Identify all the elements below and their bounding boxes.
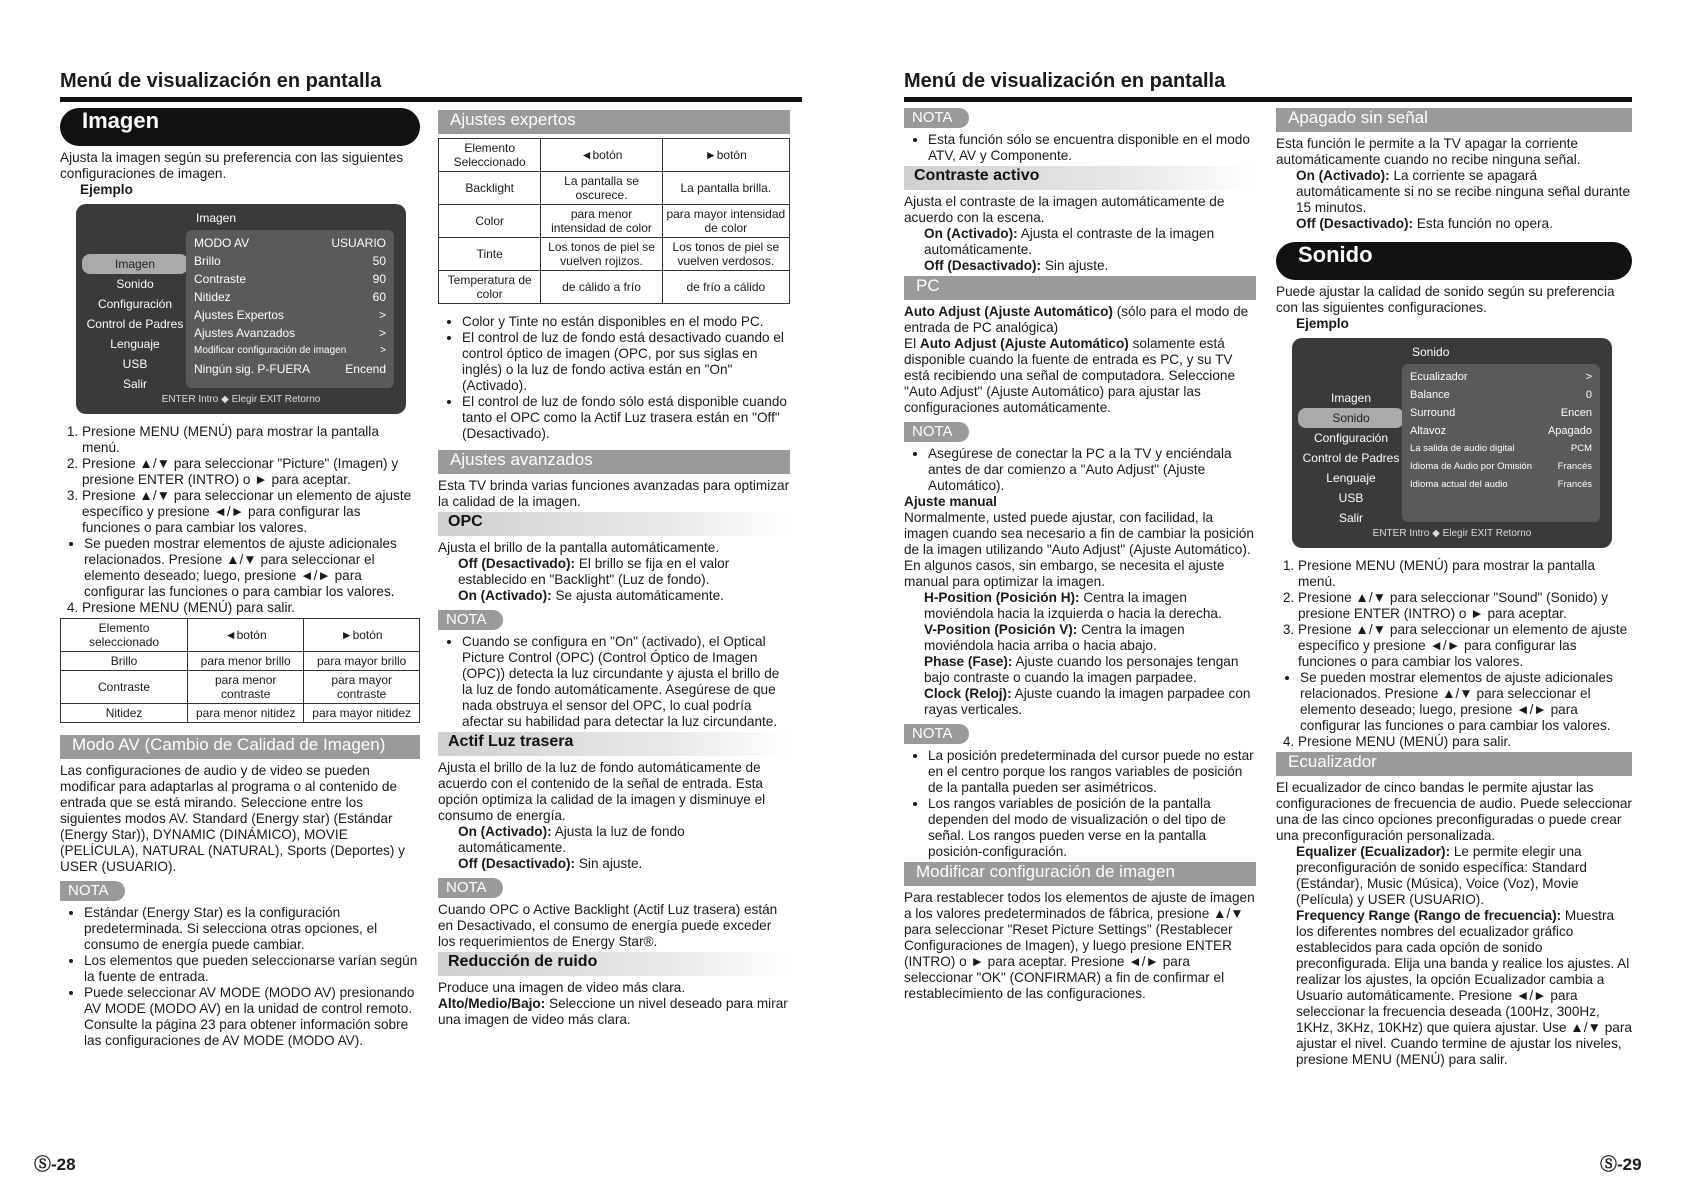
modificar-text: Para restablecer todos los elementos de ajuste de imagen a los valores predeterminados de fábrica, presione ▲/▼ para seleccionar "Reset Picture Settings" (Restablecer Configuraciones de Imagen), y luego presione ENTER (INTRO) o ► para aceptar. Presione ◄/► para seleccionar "OK" (CONFIRMAR) a fin de confirmar el restablecimiento de las configuraciones. [904,890,1255,1001]
page-number-left: Ⓢ-28 [34,1155,76,1174]
row-value: > [380,345,386,356]
list-item: • Estándar (Energy Star) es la configuración predeterminada. Si selecciona otras opciones, el consumo de energía puede cambiar. [84,905,420,953]
table-cell: Nitidez [61,704,188,723]
column-ajustes [438,108,790,1028]
table-cell: Elemento Seleccionado [439,139,541,172]
row-value: PCM [1570,443,1592,454]
screen-row [1410,404,1592,422]
row-label: Idioma de Audio por Omisión [1410,461,1532,472]
row-label: Brillo [194,254,221,268]
row-value: > [378,308,386,322]
opc-on-label: On (Activado): [458,588,552,603]
side-item: Lenguaje [1326,471,1376,485]
side-item: Salir [122,377,147,391]
actif-note: Cuando OPC o Active Backlight (Actif Luz trasera) están en Desactivado, el consumo de energía puede exceder los requerimientos de Energy Star®. [438,902,778,949]
list-item: • Puede seleccionar AV MODE (MODO AV) presionando AV MODE (MODO AV) en la unidad de control remoto. Consulte la página 23 para obtener información sobre las configuraciones de AV MODE (MODO AV). [84,985,420,1049]
side-item: Control de Padres [1302,451,1400,465]
section-ajustes-avanzados-title: Ajustes avanzados [438,450,790,474]
side-item: Sonido [1298,408,1404,428]
table-row [439,172,790,205]
row-label: Modificar configuración de imagen [194,345,347,356]
step-item: 2. Presione ▲/▼ para seleccionar "Sound" (Sonido) y presione ENTER (INTRO) o ► para aceptar. [1298,590,1632,622]
nota-label: NOTA [60,881,125,901]
side-item: Configuración [97,297,173,311]
table-cell: para mayor intensidad de color [662,205,789,238]
row-label: Balance [1410,389,1450,401]
ca-on-text: Ajusta el contraste de la imagen automáticamente. [924,226,1215,257]
side-item: Imagen [82,254,188,274]
opc-off-text: El brillo se fija en el valor establecido en "Backlight" (Luz de fondo). [458,556,730,587]
screen-row [194,252,386,270]
side-item: USB [122,357,148,371]
vpos-label: V-Position (Posición V): [924,622,1078,637]
row-value: 0 [1585,389,1592,401]
row-label: Ajustes Avanzados [194,326,296,340]
modo-av-text: Las configuraciones de audio y de video se pueden modificar para adaptarlas al programa o al contenido de entrada que se está mirando. Seleccione entre los siguientes modos AV. Standard (Energy star) (Estándar (Energy Star)), DYNAMIC (DINÁMICO), MOVIE (PELÍCULA), NATURAL (NATURAL), Sports (Deportes) y USER (USUARIO). [60,763,405,874]
table-cell: La pantalla brilla. [662,172,789,205]
side-item: Lenguaje [110,337,160,351]
table-cell: Los tonos de piel se vuelven rojizos. [541,238,662,271]
section-apagado-title: Apagado sin señal [1276,108,1632,132]
table-row [61,704,420,723]
pc-text-b: solamente está disponible cuando la fuente de entrada es PC, y su TV está recibiendo una señal de computadora. Seleccione "Auto Adjust" (Ajuste Automático) para ajustar las configuraciones automáticamente. [904,336,1236,415]
opc-off-label: Off (Desactivado): [458,556,576,571]
section-actif-title: Actif Luz trasera [438,732,790,756]
imagen-menu-screenshot [76,204,406,414]
table-cell: Los tonos de piel se vuelven verdosos. [662,238,789,271]
page-title-right: Menú de visualización en pantalla [904,70,1632,102]
section-modo-av-title: Modo AV (Cambio de Calidad de Imagen) [60,735,420,759]
table-cell: Color [439,205,541,238]
list-item: • Los elementos que pueden seleccionarse varían según la fuente de entrada. [84,953,420,985]
ca-on-label: On (Activado): [924,226,1018,241]
screen-row [194,306,386,324]
screen-row [194,288,386,306]
row-label: Idioma actual del audio [1410,479,1508,490]
imagen-table [60,618,420,723]
section-sonido-title: Sonido [1276,242,1632,280]
section-ajustes-expertos-title: Ajustes expertos [438,110,790,134]
phase-text: Ajuste cuando los personajes tengan bajo contraste o cuando la imagen parpadee. [924,654,1239,685]
table-cell: Temperatura de color [439,271,541,304]
table-cell: ◄botón [188,619,304,652]
table-cell: para menor contraste [188,671,304,704]
side-item: Control de Padres [86,317,184,331]
vpos-text: Centra la imagen moviéndola hacia arriba o hacia abajo. [924,622,1185,653]
ajuste-manual-text: Normalmente, usted puede ajustar, con facilidad, la imagen cuando sea necesario a fin de cambiar la posición de la imagen utilizando "Auto Adjust" (Ajuste Automático). En algunos casos, sin embargo, se necesita el ajuste manual para optimizar la imagen. [904,510,1254,589]
ca-off-label: Off (Desactivado): [924,258,1042,273]
row-label: La salida de audio digital [1410,443,1515,454]
step-item: 3. Presione ▲/▼ para seleccionar un elemento de ajuste específico y presione ◄/► para configurar las funciones o para cambiar los valores. [82,488,420,536]
table-cell: ►botón [662,139,789,172]
row-label: Ajustes Expertos [194,308,285,322]
side-item: Configuración [1313,431,1389,445]
sonido-steps [1276,558,1632,670]
ruido-desc: Seleccione un nivel deseado para mirar una imagen de video más clara. [438,996,788,1027]
side-item: Salir [1338,511,1363,525]
ajustes-avanzados-text: Esta TV brinda varias funciones avanzadas para optimizar la calidad de la imagen. [438,478,790,509]
eq-text: Le permite elegir una preconfiguración de sonido específica: Standard (Estándar), Music (Música), Voice (Voz), Movie (Película) y USER (USUARIO). [1296,844,1587,907]
table-cell: Backlight [439,172,541,205]
nota-label: NOTA [904,108,969,128]
list-item: • Los rangos variables de posición de la pantalla dependen del modo de visualización o del tipo de señal. Los rangos pueden verse en la pantalla posición-configuración. [928,796,1256,860]
opc-on-text: Se ajusta automáticamente. [555,588,724,603]
row-value: Encen [1560,407,1592,419]
pc-auto-label-2: Auto Adjust (Ajuste Automático) [919,336,1129,351]
sonido-text: Puede ajustar la calidad de sonido según su preferencia con las siguientes configuraciones. [1276,284,1615,315]
section-ruido-title: Reducción de ruido [438,952,790,976]
table-cell: para mayor contraste [304,671,420,704]
step-item: 3. Presione ▲/▼ para seleccionar un elemento de ajuste específico y presione ◄/► para configurar las funciones o para cambiar los valores. [1298,622,1632,670]
row-label: Ecualizador [1410,371,1468,383]
table-cell: para mayor brillo [304,652,420,671]
ap-off-text: Esta función no opera. [1416,216,1553,231]
sonido-sub-note [1276,670,1632,734]
table-cell: ◄botón [541,139,662,172]
list-item: • Asegúrese de conectar la PC a la TV y enciéndala antes de dar comienzo a "Auto Adjust" (Ajuste Automático). [928,446,1256,494]
ap-on-text: La corriente se apagará automáticamente si no se recibe ninguna señal durante 15 minutos. [1296,168,1631,215]
table-row [61,619,420,652]
fr-label: Frequency Range (Rango de frecuencia): [1296,908,1562,923]
list-item: • Se pueden mostrar elementos de ajuste adicionales relacionados. Presione ▲/▼ para seleccionar el elemento deseado; luego, presione ◄/► para configurar las funciones o para cambiar los valores. [84,536,420,600]
side-item: Imagen [1330,391,1372,405]
table-row [439,139,790,172]
list-item: • Cuando se configura en "On" (activado), el Optical Picture Control (OPC) (Control Óptico de Imagen (OPC)) detecta la luz circundante y ajusta el brillo de la luz de fondo automáticamente. Asegúrese de que nada obstruya el sensor del OPC, lo cual podría afectar su habilidad para detectar la luz circundante. [462,634,790,730]
hpos-label: H-Position (Posición H): [924,590,1080,605]
row-value: > [1585,371,1592,383]
contraste-text: Ajusta el contraste de la imagen automáticamente de acuerdo con la escena. [904,194,1225,225]
ejemplo-label: Ejemplo [80,182,133,197]
screen-row [194,360,386,378]
screen-row [194,234,386,252]
screen-footer: ENTER Intro ◆ Elegir EXIT Retorno [1372,528,1532,539]
row-value: 60 [372,290,386,304]
page-number-right: Ⓢ-29 [1600,1155,1642,1174]
screen-title: Sonido [1412,345,1450,359]
table-cell: Tinte [439,238,541,271]
nota-label: NOTA [904,422,969,442]
opc-notes [438,634,790,730]
list-item: • Color y Tinte no están disponibles en el modo PC. [462,314,790,330]
section-imagen-title: Imagen [60,108,420,146]
table-cell: de cálido a frío [541,271,662,304]
imagen-steps-end [60,600,420,616]
imagen-steps [60,424,420,536]
pc-auto-label: Auto Adjust (Ajuste Automático) [904,304,1113,319]
row-label: Surround [1410,407,1456,419]
table-cell: La pantalla se oscurece. [541,172,662,205]
table-cell: para menor nitidez [188,704,304,723]
table-cell: para menor intensidad de color [541,205,662,238]
table-cell: de frío a cálido [662,271,789,304]
row-value: 90 [372,272,386,286]
table-row [61,652,420,671]
clock-label: Clock (Reloj): [924,686,1012,701]
row-value: Francés [1557,479,1592,490]
step-item: 2. Presione ▲/▼ para seleccionar "Picture" (Imagen) y presione ENTER (INTRO) o ► para aceptar. [82,456,420,488]
screen-panel [1402,364,1600,522]
section-ecualizador-title: Ecualizador [1276,752,1632,776]
screen-row [1410,386,1592,404]
table-cell: Brillo [61,652,188,671]
screen-row [1410,458,1592,476]
ruido-label: Alto/Medio/Bajo: [438,996,546,1011]
screen-row [1410,440,1592,458]
section-pc-title: PC [904,276,1256,300]
ajustes-expertos-table [438,138,790,304]
side-item: Sonido [116,277,154,291]
actif-off-text: Sin ajuste. [578,856,643,871]
actif-off-label: Off (Desactivado): [458,856,576,871]
list-item: • La posición predeterminada del cursor puede no estar en el centro porque los rangos variables de posición de la pantalla pueden ser asimétricos. [928,748,1256,796]
section-modificar-title: Modificar configuración de imagen [904,862,1256,886]
screen-row [194,324,386,342]
row-value: 50 [372,254,386,268]
step-item: 1. Presione MENU (MENÚ) para mostrar la pantalla menú. [82,424,420,456]
list-item: • Esta función sólo se encuentra disponible en el modo ATV, AV y Componente. [928,132,1256,164]
fr-text: Muestra los diferentes nombres del ecualizador gráfico establecidos para cada opción de sonido preconfigurada. Elija una banda y realice los ajustes. Al realizar los ajustes, la opción Ecualizador cambia a Usuario automáticamente. Presione ◄/► para seleccionar la frecuencia deseada (100Hz, 300Hz, 1KHz, 3KHz, 10KHz) que quiera ajustar. Use ▲/▼ para ajustar el nivel. Cuando termine de ajustar los niveles, presione MENU (MENÚ) para salir. [1296,908,1632,1067]
contraste-note [904,132,1256,164]
table-cell: ►botón [304,619,420,652]
row-value: Francés [1557,461,1592,472]
row-label: Nitidez [194,290,231,304]
list-item: • El control de luz de fondo sólo está disponible cuando tanto el OPC como la Actif Luz trasera están en "Off" (Desactivado). [462,394,790,442]
table-cell: para menor brillo [188,652,304,671]
screen-footer: ENTER Intro ◆ Elegir EXIT Retorno [161,394,321,405]
table-cell: Contraste [61,671,188,704]
pc-auto-text: (sólo para el modo de entrada de PC analógica) [904,304,1249,335]
ecualizador-text: El ecualizador de cinco bandas le permite ajustar las configuraciones de frecuencia de audio. Puede seleccionar una de las cinco opciones preconfiguradas o puede crear una preconfiguración personalizada. [1276,780,1632,843]
side-item: USB [1338,491,1364,505]
row-label: MODO AV [194,236,250,250]
column-sonido [1276,108,1632,1068]
ajuste-manual-title: Ajuste manual [904,494,997,509]
actif-on-label: On (Activado): [458,824,552,839]
row-value: USUARIO [331,236,386,250]
apagado-text: Esta función le permite a la TV apagar la corriente automáticamente cuando no recibe ninguna señal. [1276,136,1581,167]
ruido-text: Produce una imagen de video más clara. [438,980,686,995]
hpos-text: Centra la imagen moviéndola hacia la izquierda o hacia la derecha. [924,590,1222,621]
pc-note [904,446,1256,494]
table-row [439,205,790,238]
screen-row [1410,368,1592,386]
sonido-menu-screenshot [1292,338,1612,548]
section-opc-title: OPC [438,512,790,536]
screen-side-menu [82,254,188,394]
row-value: Encend [345,362,386,376]
row-value: Apagado [1547,425,1592,437]
screen-side-menu [1298,388,1404,528]
section-contraste-activo-title: Contraste activo [904,166,1256,190]
pc-text-a: El [904,336,917,351]
table-row [439,271,790,304]
step-item: 4. Presione MENU (MENÚ) para salir. [82,600,420,616]
table-cell: Elemento seleccionado [61,619,188,652]
manual-notes [904,748,1256,860]
sonido-steps-end [1276,734,1632,750]
ca-off-text: Sin ajuste. [1044,258,1109,273]
actif-text: Ajusta el brillo de la luz de fondo automáticamente de acuerdo con el contenido de la señal de entrada. Esta opción optimiza la calidad de la imagen y disminuye el consumo de energía. [438,760,766,823]
phase-label: Phase (Fase): [924,654,1013,669]
row-label: Contraste [194,272,247,286]
ejemplo-label: Ejemplo [1296,316,1349,331]
nota-label: NOTA [438,878,503,898]
clock-text: Ajuste cuando la imagen parpadee con rayas verticales. [924,686,1251,717]
nota-label: NOTA [904,724,969,744]
ap-on-label: On (Activado): [1296,168,1390,183]
actif-on-text: Ajusta la luz de fondo automáticamente. [458,824,685,855]
ap-off-label: Off (Desactivado): [1296,216,1414,231]
step-item: 4. Presione MENU (MENÚ) para salir. [1298,734,1632,750]
modo-av-notes [60,905,420,1049]
list-item: • Se pueden mostrar elementos de ajuste adicionales relacionados. Presione ▲/▼ para seleccionar el elemento deseado; luego, presione ◄/► para configurar las funciones o para cambiar los valores. [1300,670,1632,734]
step-item: 1. Presione MENU (MENÚ) para mostrar la pantalla menú. [1298,558,1632,590]
screen-row [194,270,386,288]
row-label: Altavoz [1410,425,1447,437]
nota-label: NOTA [438,610,503,630]
screen-title: Imagen [196,211,237,225]
list-item: • El control de luz de fondo está desactivado cuando el control óptico de imagen (OPC, por sus siglas en inglés) o la luz de fondo activa están en "On" (Activado). [462,330,790,394]
imagen-intro: Ajusta la imagen según su preferencia con las siguientes configuraciones de imagen. [60,150,404,181]
table-row [439,238,790,271]
row-value: > [378,326,386,340]
screen-row [194,342,386,360]
screen-row [1410,476,1592,494]
page-title-left: Menú de visualización en pantalla [60,70,802,102]
column-pc [904,108,1256,1002]
opc-text: Ajusta el brillo de la pantalla automáticamente. [438,540,720,555]
screen-row [1410,422,1592,440]
row-label: Ningún sig. P-FUERA [194,362,311,376]
ajustes-expertos-notes [438,314,790,442]
screen-panel [186,230,394,388]
column-imagen [60,108,420,1049]
eq-label: Equalizer (Ecualizador): [1296,844,1451,859]
table-cell: para mayor nitidez [304,704,420,723]
imagen-sub-note [60,536,420,600]
table-row [61,671,420,704]
